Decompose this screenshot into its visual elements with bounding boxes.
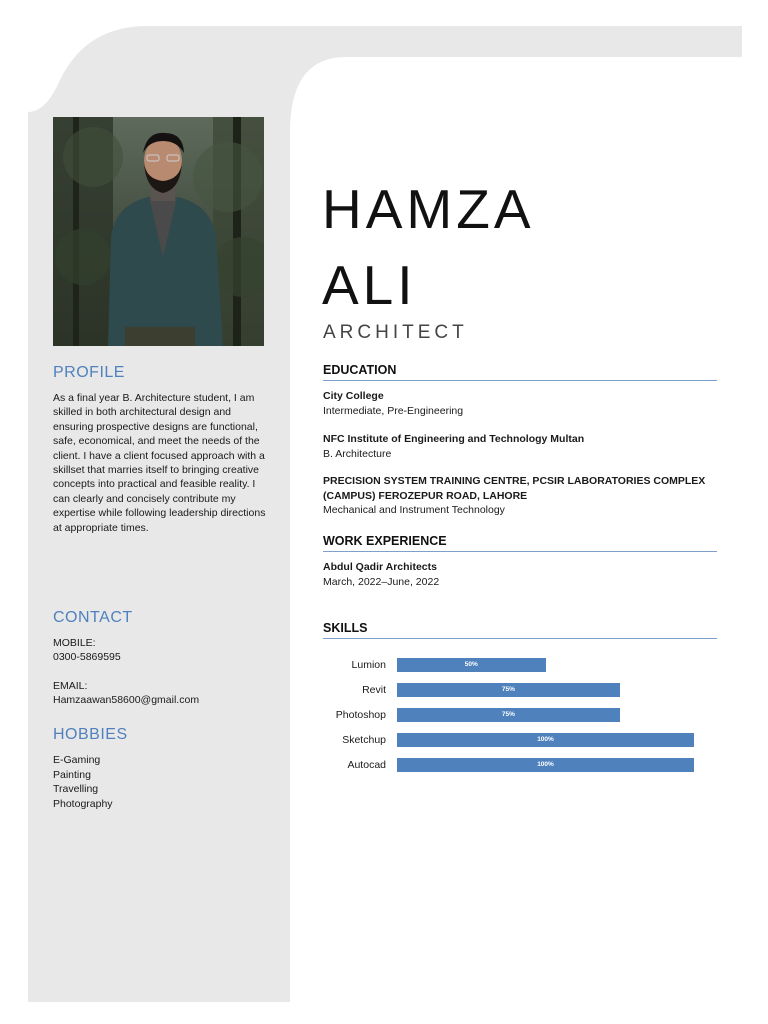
education-school: PRECISION SYSTEM TRAINING CENTRE, PCSIR LABORATORIES COMPLEX (CAMPUS) FEROZEPUR ROAD, LAHORE: [323, 475, 706, 502]
skills-heading: SKILLS: [323, 621, 717, 639]
profile-text: As a final year B. Architecture student, I am skilled in both architectural design and ensuring prospective designs are functional, safe, economical, and meet the needs of the client. I have a client focused approach with a skillset that marries itself to bringing creative concepts into practical and feasible reality. I can clearly and concisely contribute my expertise while following leadership directions at appropriate times.: [53, 392, 266, 534]
hobby-item: Painting: [53, 768, 91, 781]
hobby-item: Travelling: [53, 783, 99, 796]
contact-block: [53, 636, 267, 708]
skill-label: Photoshop: [335, 708, 386, 721]
mobile-label: MOBILE:: [53, 637, 96, 649]
hobby-item: Photography: [53, 797, 113, 810]
email-label: EMAIL:: [53, 679, 88, 692]
education-entry: [323, 432, 717, 461]
hobby-item: E-Gaming: [53, 754, 101, 766]
first-name: HAMZA: [322, 178, 535, 240]
skill-percent: 75%: [501, 710, 515, 718]
education-detail: Intermediate, Pre-Engineering: [323, 404, 464, 417]
profile-heading: PROFILE: [53, 364, 125, 381]
education-entry: [323, 389, 717, 418]
skill-bar: [397, 708, 620, 722]
education-detail: Mechanical and Instrument Technology: [323, 504, 505, 516]
skill-label: Revit: [362, 683, 386, 696]
skill-bar: [397, 758, 694, 772]
last-name: ALI: [322, 254, 417, 316]
education-school: City College: [323, 390, 384, 402]
skill-row: [310, 702, 710, 727]
mobile-number: 0300-5869595: [53, 651, 121, 664]
skill-percent: 50%: [464, 660, 478, 668]
education-heading: EDUCATION: [323, 363, 717, 381]
skill-row: [310, 652, 710, 677]
skill-label: Lumion: [351, 658, 386, 671]
education-detail: B. Architecture: [323, 447, 392, 460]
skill-bar: [397, 658, 546, 672]
hobbies-heading: HOBBIES: [53, 726, 128, 743]
email-address: Hamzaawan58600@gmail.com: [53, 694, 200, 707]
skill-percent: 75%: [501, 685, 515, 693]
skill-percent: 100%: [537, 760, 554, 768]
work-entry: [323, 560, 717, 589]
skill-label: Autocad: [347, 758, 386, 771]
skill-row: [310, 727, 710, 752]
hobby-list: [53, 753, 113, 811]
skill-bar: [397, 683, 620, 697]
work-dates: March, 2022–June, 2022: [323, 575, 440, 588]
job-title: ARCHITECT: [323, 322, 468, 343]
education-school: NFC Institute of Engineering and Technology Multan: [323, 433, 585, 445]
skill-row: [310, 677, 710, 702]
profile-photo: [53, 117, 264, 346]
work-company: Abdul Qadir Architects: [323, 561, 437, 573]
skill-row: [310, 752, 710, 777]
skill-bar: [397, 733, 694, 747]
contact-heading: CONTACT: [53, 609, 133, 626]
education-entry: [323, 474, 717, 518]
skill-percent: 100%: [537, 735, 554, 743]
skills-chart: [310, 652, 710, 777]
work-heading: WORK EXPERIENCE: [323, 534, 717, 552]
skill-label: Sketchup: [342, 733, 386, 746]
